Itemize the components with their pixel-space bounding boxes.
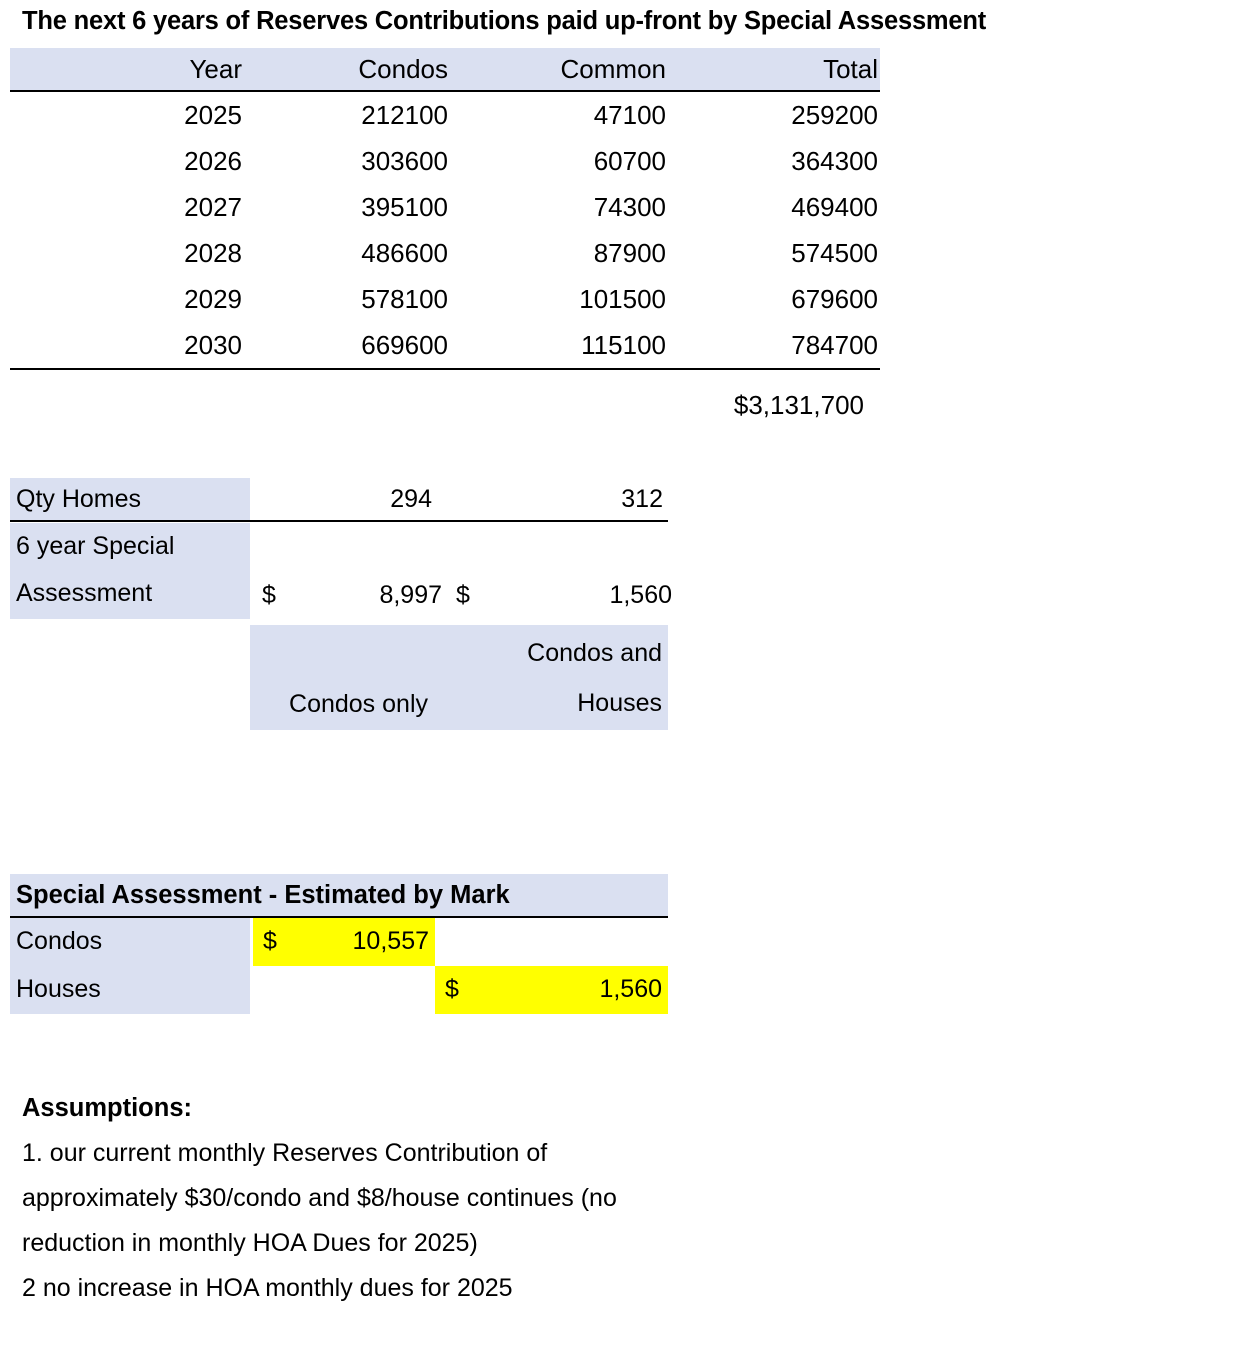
cell-year: 2026 [184, 146, 242, 176]
assumptions-section [22, 1085, 922, 1311]
assumption-line: 2 no increase in HOA monthly dues for 2025 [22, 1274, 513, 1302]
column-header-year: Year [10, 48, 250, 91]
page-title: The next 6 years of Reserves Contributions paid up-front by Special Assessment [22, 7, 987, 35]
cell-condos: 669600 [250, 322, 448, 369]
qty-homes-all-value: 312 [621, 485, 663, 513]
cell-total: 469400 [791, 192, 878, 222]
mark-houses-currency-symbol: $ [445, 975, 459, 1003]
assumption-line: 1. our current monthly Reserves Contribution of [22, 1139, 548, 1167]
reserves-contributions-table [10, 48, 880, 370]
mark-houses-label: Houses [10, 966, 250, 1014]
cell-common: 115100 [448, 322, 670, 369]
table-row [10, 138, 880, 184]
mark-row-condos [10, 918, 668, 966]
qty-homes-condos-value: 294 [390, 485, 432, 513]
table-row [10, 91, 880, 138]
cell-year: 2027 [184, 192, 242, 222]
cell-condos: 578100 [361, 284, 448, 314]
mark-houses-highlight-cell [435, 966, 668, 1014]
table-row [10, 276, 880, 322]
qty-homes-row [10, 478, 668, 522]
cell-common: 101500 [579, 284, 666, 314]
qty-homes-label: Qty Homes [10, 478, 250, 522]
column-header-total: Total [670, 48, 880, 91]
column-legend-block [250, 625, 668, 730]
six-year-assessment-label: 6 year Special Assessment [10, 523, 250, 619]
cell-year: 2030 [10, 322, 250, 369]
grand-total-value: $3,131,700 [733, 390, 864, 420]
mark-condos-highlight-cell [253, 918, 435, 966]
assumptions-title: Assumptions: [22, 1094, 193, 1122]
mark-condos-label: Condos [10, 918, 250, 966]
mark-row-houses [10, 966, 668, 1014]
cell-total: 679600 [791, 284, 878, 314]
legend-condos-and-houses: Condos and Houses [527, 639, 662, 717]
cell-total: 784700 [670, 322, 880, 369]
cell-condos: 395100 [361, 192, 448, 222]
mark-condos-currency-symbol: $ [263, 927, 277, 955]
mark-houses-value: 1,560 [599, 975, 662, 1003]
table-row [10, 184, 880, 230]
cell-year: 2028 [184, 238, 242, 268]
assessment-all-value: 1,560 [609, 581, 672, 609]
cell-total: 574500 [791, 238, 878, 268]
mark-estimate-block [10, 874, 668, 1014]
assessment-condos-currency-symbol: $ [262, 581, 276, 609]
cell-year: 2025 [184, 100, 242, 130]
qty-homes-underline [10, 520, 668, 522]
assessment-condos-value: 8,997 [379, 581, 442, 609]
legend-condos-only: Condos only [289, 690, 428, 718]
cell-total: 364300 [791, 146, 878, 176]
column-header-common: Common [448, 48, 670, 91]
cell-condos: 486600 [361, 238, 448, 268]
assumption-line: approximately $30/condo and $8/house continues (no [22, 1184, 617, 1212]
cell-year: 2029 [184, 284, 242, 314]
table-row [10, 230, 880, 276]
cell-condos: 212100 [361, 100, 448, 130]
assessment-all-currency-symbol: $ [456, 581, 470, 609]
table-row [10, 322, 880, 369]
assumption-line: reduction in monthly HOA Dues for 2025) [22, 1229, 478, 1257]
mark-condos-value: 10,557 [352, 927, 429, 955]
column-header-condos: Condos [250, 48, 448, 91]
table-header-row [10, 48, 880, 91]
cell-common: 47100 [593, 100, 666, 130]
cell-common: 87900 [593, 238, 666, 268]
cell-total: 259200 [791, 100, 878, 130]
cell-common: 74300 [593, 192, 666, 222]
cell-common: 60700 [593, 146, 666, 176]
qty-homes-block [10, 478, 668, 522]
cell-condos: 303600 [361, 146, 448, 176]
mark-estimate-header: Special Assessment - Estimated by Mark [10, 874, 668, 918]
